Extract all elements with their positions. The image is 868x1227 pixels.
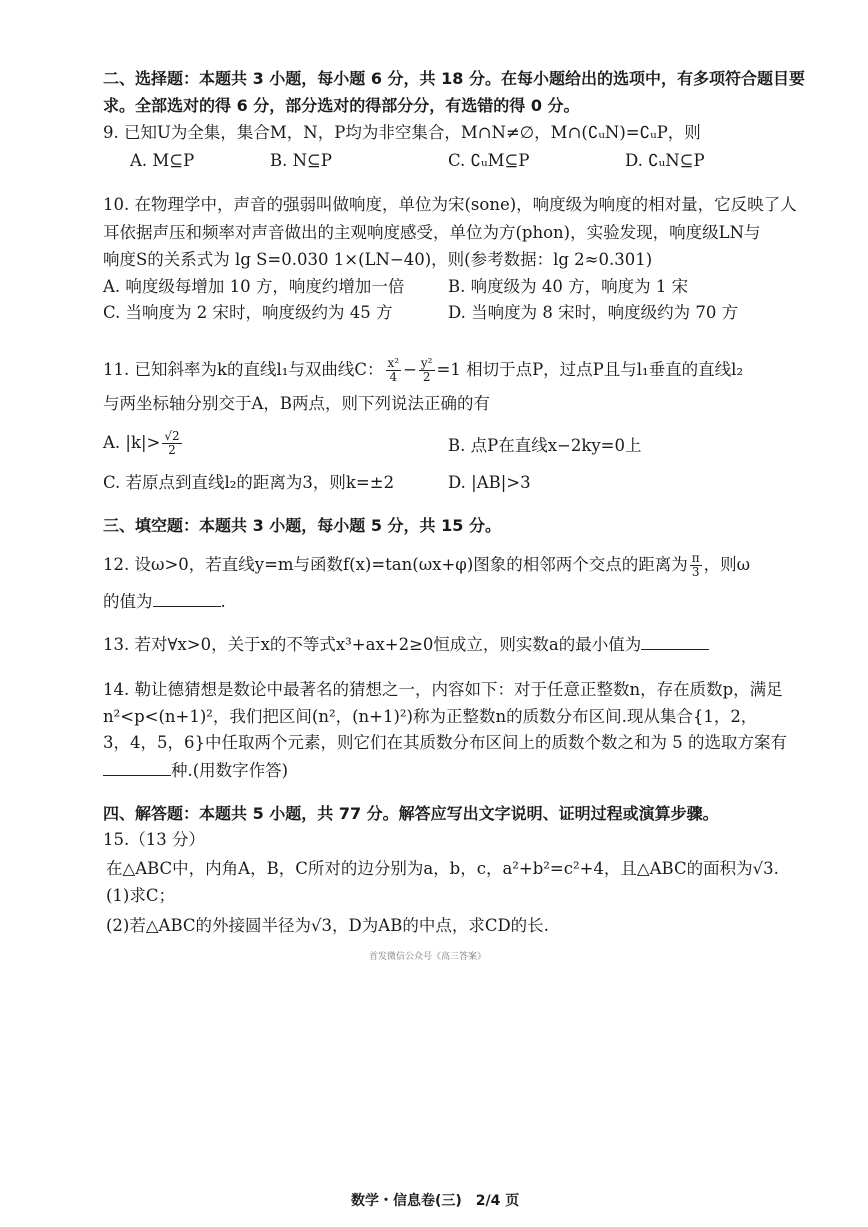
q11-frac-x [386,357,402,384]
q12-frac-den: 3 [691,565,700,579]
q11-option-c: C. 若原点到直线l₂的距离为3，则k=±2 [103,473,395,492]
q9-stem: 9. 已知U为全集，集合M，N，P均为非空集合，M∩N≠∅，M∩(∁ᵤN)=∁ᵤP，则 [103,123,701,142]
q11-frac-y [419,357,435,384]
q11-option-a-pre: A. |k|> [103,433,161,452]
q12-frac-num: π [691,551,700,565]
q11-option-a-den: 2 [168,443,176,457]
section3-heading: 三、填空题：本题共 3 小题，每小题 5 分，共 15 分。 [103,516,501,535]
q14-line3: 3，4，5，6}中任取两个元素，则它们在其质数分布区间上的质数个数之和为 5 的选取方案有 [103,733,787,752]
q13-line [103,633,709,656]
q12-line1-pre: 12. 设ω>0，若直线y=m与函数f(x)=tan(ωx+φ)图象的相邻两个交点的距离为 [103,555,688,574]
q12-line2-pre: 的值为 [103,592,153,611]
q11-minus: − [403,360,417,379]
q10-option-c: C. 当响度为 2 宋时，响度级约为 45 方 [103,303,393,322]
q12-frac [690,552,702,579]
q14-answer-blank [103,759,171,776]
q12-line1-post: ，则ω [703,555,751,574]
q10-line1: 10. 在物理学中，声音的强弱叫做响度，单位为宋(sone)，响度级为响度的相对量，它反映了人 [103,195,797,214]
watermark-text: 首发微信公众号《高三答案》 [369,952,487,962]
page-footer: 数学・信息卷(三) 2/4 页 [351,1193,520,1209]
q13-text: 13. 若对∀x>0，关于x的不等式x³+ax+2≥0恒成立，则实数a的最小值为 [103,635,642,654]
q9-option-a: A. M⊆P [130,151,195,170]
q13-answer-blank [641,633,709,650]
q11-line2: 与两坐标轴分别交于A，B两点，则下列说法正确的有 [103,394,491,413]
q11-line1 [103,357,743,384]
q14-line2: n²<p<(n+1)²，我们把区间(n²，(n+1)²)称为正整数n的质数分布区间.现从集合{1，2， [103,707,758,726]
q9-option-d: D. ∁ᵤN⊆P [625,151,705,170]
q10-option-d: D. 当响度为 8 宋时，响度级约为 70 方 [448,303,739,322]
q11-option-d: D. |AB|>3 [448,473,531,492]
q9-option-b: B. N⊆P [270,151,332,170]
q9-option-c: C. ∁ᵤM⊆P [448,151,530,170]
q14-line1: 14. 勒让德猜想是数论中最著名的猜想之一，内容如下：对于任意正整数n，存在质数p，满足 [103,680,783,699]
q15-score: 15.（13 分） [103,830,205,849]
q15-part2: (2)若△ABC的外接圆半径为√3，D为AB的中点，求CD的长. [106,916,549,935]
q12-answer-blank [153,590,221,607]
q11-frac-x-num: x² [387,356,400,370]
q11-frac-x-den: 4 [389,370,398,384]
q10-option-a: A. 响度级每增加 10 方，响度约增加一倍 [103,277,405,296]
q12-line2-post: . [220,592,226,611]
section2-heading-line1: 二、选择题：本题共 3 小题，每小题 6 分，共 18 分。在每小题给出的选项中，有多项符合题目要 [103,69,805,88]
q11-line1-post: =1 相切于点P，过点P且与l₁垂直的直线l₂ [436,360,744,379]
q11-frac-y-num: y² [420,356,433,370]
q14-line4 [103,759,288,782]
q10-line2: 耳依据声压和频率对声音做出的主观响度感受，单位为方(phon)，实验发现，响度级LN与 [103,223,761,242]
q11-frac-y-den: 2 [422,370,431,384]
q14-line4-post: 种.(用数字作答) [171,761,289,780]
q12-line1 [103,552,750,579]
q15-part1: (1)求C； [106,886,175,905]
q11-option-a-num: √2 [164,429,180,443]
q12-line2 [103,590,226,613]
q11-option-a [103,430,184,457]
section2-heading-line2: 求。全部选对的得 6 分，部分选对的得部分分，有选错的得 0 分。 [103,96,580,115]
q11-line1-pre: 11. 已知斜率为k的直线l₁与双曲线C： [103,360,384,379]
q15-stem: 在△ABC中，内角A，B，C所对的边分别为a，b，c，a²+b²=c²+4，且△ABC的面积为√3. [106,859,779,878]
q11-option-a-frac [162,430,181,457]
q11-option-b: B. 点P在直线x−2ky=0上 [448,436,642,455]
q10-option-b: B. 响度级为 40 方，响度为 1 宋 [448,277,689,296]
q10-line3: 响度S的关系式为 lg S=0.030 1×(LN−40)，则(参考数据：lg 2≈0.301) [103,250,653,269]
section4-heading: 四、解答题：本题共 5 小题，共 77 分。解答应写出文字说明、证明过程或演算步骤。 [103,804,719,823]
